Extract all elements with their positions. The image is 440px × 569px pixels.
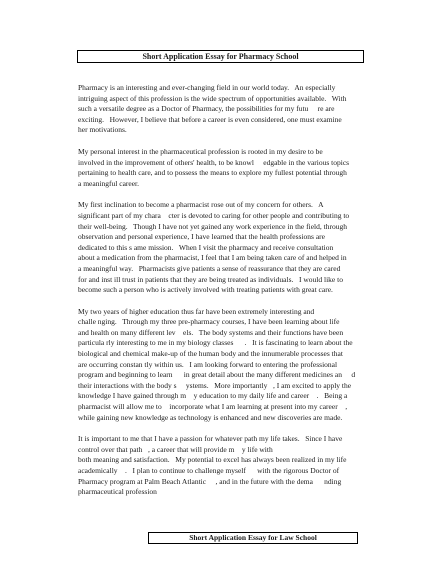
paragraph [78, 147, 376, 189]
text-line: academically . I plan to continue to challenge myself with the rigorous Doctor of [78, 466, 340, 475]
next-essay-title: Short Application Essay for Law School [148, 532, 358, 544]
text-line: challe nging. Through my three pre-pharmacy courses, I have been learning about life [78, 317, 340, 327]
text-line: observation and personal experience, I have learned that the health professions are [78, 232, 325, 242]
text-line: dedicated to this s ame mission. When I visit the pharmacy and receive consultation [78, 242, 334, 252]
text-line: a meaningful career. [78, 178, 140, 188]
text-line: biological and chemical make-up of the human body and the innumerable processes that [78, 349, 343, 359]
text-line: control over that path , a career that will provide m y life with [78, 444, 273, 454]
text-line: a meaningful way. Pharmacists give patients a sense of reassurance that they are cared [78, 263, 341, 273]
text-line: while gaining new knowledge as technology is enhanced and new discoveries are made. [78, 412, 343, 422]
text-line: knowledge I have gained through m y education to my daily life and career . Being a [78, 391, 348, 401]
text-line: My two years of higher education thus far have been extremely interesting and [78, 306, 315, 316]
text-line: about a medication from the pharmacist, I feel that I am being taken care of and helped in [78, 253, 347, 263]
text-line: pharmacist will allow me to incorporate what I am learning at present into my career , [78, 402, 348, 412]
text-line: for and inst ill trust in patients that they are being treated as individuals. I would like to [78, 274, 343, 284]
essay-body [78, 83, 376, 509]
text-line: My first inclination to become a pharmacist rose out of my concern for others. A [78, 200, 324, 210]
text-line: intriguing aspect of this profession is the wide spectrum of opportunities available. With [78, 93, 347, 103]
paragraph [78, 434, 376, 498]
paragraph [78, 200, 376, 295]
paragraph [78, 307, 376, 424]
text-line: My personal interest in the pharmaceutical profession is rooted in my desire to be [78, 146, 323, 156]
text-line: particula rly interesting to me in my biology classes . It is fascinating to learn about the [78, 338, 353, 348]
text-line: significant part of my chara cter is devoted to caring for other people and contributing to [78, 210, 350, 220]
text-line: become such a person who is actively involved with treating patients with great care. [78, 285, 333, 295]
text-line: involved in the improvement of others' health, to be knowl edgable in the various topics [78, 157, 350, 167]
text-line: their well-being. Though I have not yet gained any work experience in the field, through [78, 221, 347, 231]
text-line: pharmaceutical profession [78, 487, 157, 497]
text-line: Pharmacy is an interesting and ever-changing field in our world today. An especially [78, 83, 336, 92]
text-line: their interactions with the body s ystems. More importantly , I am excited to apply the [78, 380, 352, 390]
text-line: her motivations. [78, 125, 127, 135]
text-line: Pharmacy program at Palm Beach Atlantic , and in the future with the dema nding [78, 476, 342, 486]
text-line: and health on many different lev els. The body systems and their functions have been [78, 327, 344, 337]
text-line: such a versatile degree as a Doctor of Pharmacy, the possibilities for my futu re are [78, 104, 335, 114]
essay-title: Short Application Essay for Pharmacy School [77, 50, 364, 63]
paragraph [78, 83, 376, 136]
text-line: are occurring constan tly within us. I am looking forward to entering the professional [78, 359, 338, 369]
text-line: program and beginning to learn in great detail about the many different medicines an d [78, 370, 356, 380]
text-line: pertaining to health care, and to possess the means to explore my fullest potential through [78, 168, 347, 178]
text-line: It is important to me that I have a passion for whatever path my life takes. Since I have [78, 434, 343, 444]
text-line: both meaning and satisfaction. My potential to excel has always been realized in my life [78, 455, 347, 465]
text-line: exciting. However, I believe that before a career is even considered, one must examine [78, 114, 342, 124]
